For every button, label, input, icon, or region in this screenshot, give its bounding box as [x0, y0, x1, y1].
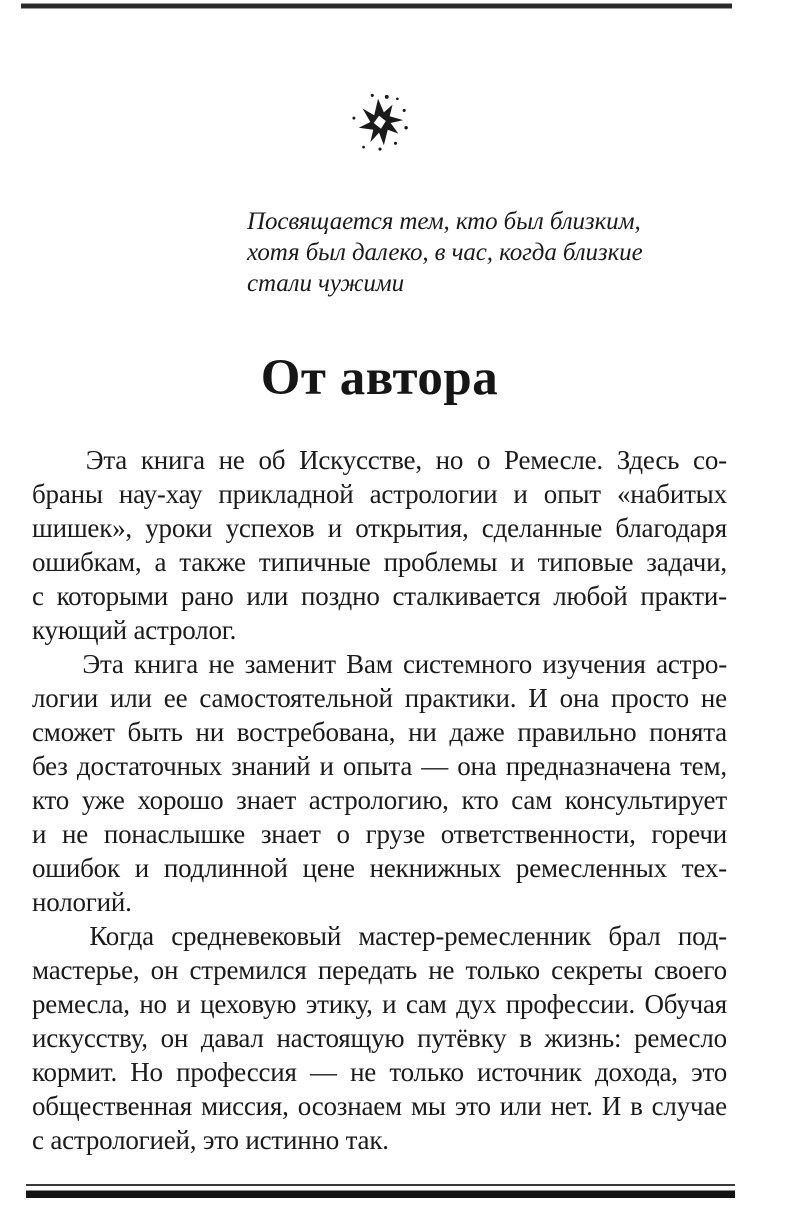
paragraph-indent	[32, 443, 72, 477]
text-line: кормит. Но профессия — не только источник дохода, это	[32, 1057, 727, 1087]
text-line: Когда средневековый мастер-ремесленник брал под-	[32, 919, 727, 953]
text-column	[32, 0, 727, 1157]
text-line: без достаточных знаний и опыта — она предназначена тем,	[32, 751, 727, 781]
text-line: ошибкам, а также типичные проблемы и типовые задачи,	[32, 547, 727, 577]
text-line: кто уже хорошо знает астрологию, кто сам консультирует	[32, 785, 727, 815]
text-line: с которыми рано или поздно сталкивается любой практи-	[32, 581, 727, 611]
text-line: сможет быть ни востребована, ни даже правильно понята	[32, 717, 727, 747]
text-line: кующий астролог.	[32, 615, 237, 645]
text-line: ошибок и подлинной цене некнижных ремесленных тех-	[32, 853, 727, 883]
paragraph	[32, 647, 727, 919]
paragraph	[32, 443, 727, 647]
text-line: и не понаслышке знает о грузе ответственности, горечи	[32, 819, 727, 849]
paragraph-indent	[32, 647, 72, 681]
bottom-rule-thin	[26, 1184, 735, 1186]
text-line: стали чужими	[247, 270, 405, 297]
text-line: мастерье, он стремился передать не только секреты своего	[32, 955, 727, 985]
chapter-heading: От автора	[260, 350, 499, 406]
text-line: общественная миссия, осознаем мы это или нет. И в случае	[32, 1091, 727, 1121]
paragraph-indent	[32, 919, 72, 953]
paragraph	[32, 919, 727, 1157]
text-line: браны нау-хау прикладной астрологии и опыт «набитых	[32, 479, 727, 509]
body-text	[32, 443, 727, 1157]
text-line: ремесла, но и цеховую этику, и сам дух профессии. Обучая	[32, 989, 727, 1019]
text-line: нологий.	[32, 887, 132, 917]
text-line: искусству, он давал настоящую путёвку в жизнь: ремесло	[32, 1023, 727, 1053]
text-line: логии или ее самостоятельной практики. И она просто не	[32, 683, 727, 713]
text-line: шишек», уроки успехов и открытия, сделанные благодаря	[32, 513, 727, 543]
text-line: Эта книга не об Искусстве, но о Ремесле. Здесь со-	[32, 443, 727, 477]
bottom-rule-thick	[26, 1190, 735, 1198]
text-line: Посвящается тем, кто был близким,	[247, 208, 641, 235]
text-line: с астрологией, это истинно так.	[32, 1125, 389, 1155]
text-line: Эта книга не заменит Вам системного изучения астро-	[32, 647, 727, 681]
sun-star-ornament-icon	[351, 92, 409, 152]
text-line: хотя был далеко, в час, когда близкие	[247, 239, 643, 266]
dedication	[247, 206, 727, 299]
